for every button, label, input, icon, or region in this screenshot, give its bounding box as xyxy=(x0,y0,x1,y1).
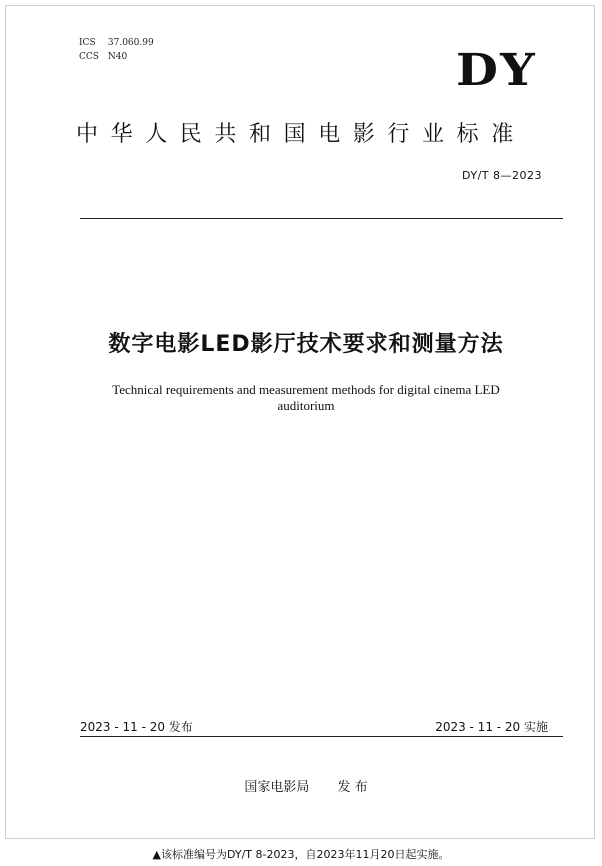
standard-category-title: 中华人民共和国电影行业标准 xyxy=(76,122,526,147)
title-en-line-2: auditorium xyxy=(277,398,335,413)
image-caption: ▲该标准编号为DY/T 8-2023，自2023年11月20日起实施。 xyxy=(152,848,450,861)
ccs-value: N40 xyxy=(107,52,128,62)
ccs-code-row xyxy=(79,50,154,64)
ics-label: ICS xyxy=(79,38,96,48)
publisher-name: 国家电影局 xyxy=(244,780,310,795)
document-title-zh: 数字电影LED影厅技术要求和测量方法 xyxy=(108,332,504,357)
document-title-en xyxy=(66,382,546,414)
publisher-action: 发 布 xyxy=(337,780,368,795)
classification-codes xyxy=(79,36,154,64)
implementation-date: 2023 - 11 - 20 实施 xyxy=(435,720,548,734)
bottom-divider xyxy=(80,736,563,737)
ccs-label: CCS xyxy=(79,52,99,62)
standard-code: DY/T 8—2023 xyxy=(461,169,542,182)
dy-logo: DY xyxy=(456,45,537,96)
publisher-line xyxy=(6,776,602,795)
issue-date: 2023 - 11 - 20 发布 xyxy=(80,720,193,734)
ics-code-row xyxy=(79,36,154,50)
title-en-line-1: Technical requirements and measurement methods for digital cinema LED xyxy=(112,382,500,397)
ics-value: 37.060.99 xyxy=(107,38,154,48)
top-divider xyxy=(80,218,563,219)
document-page xyxy=(5,5,595,839)
